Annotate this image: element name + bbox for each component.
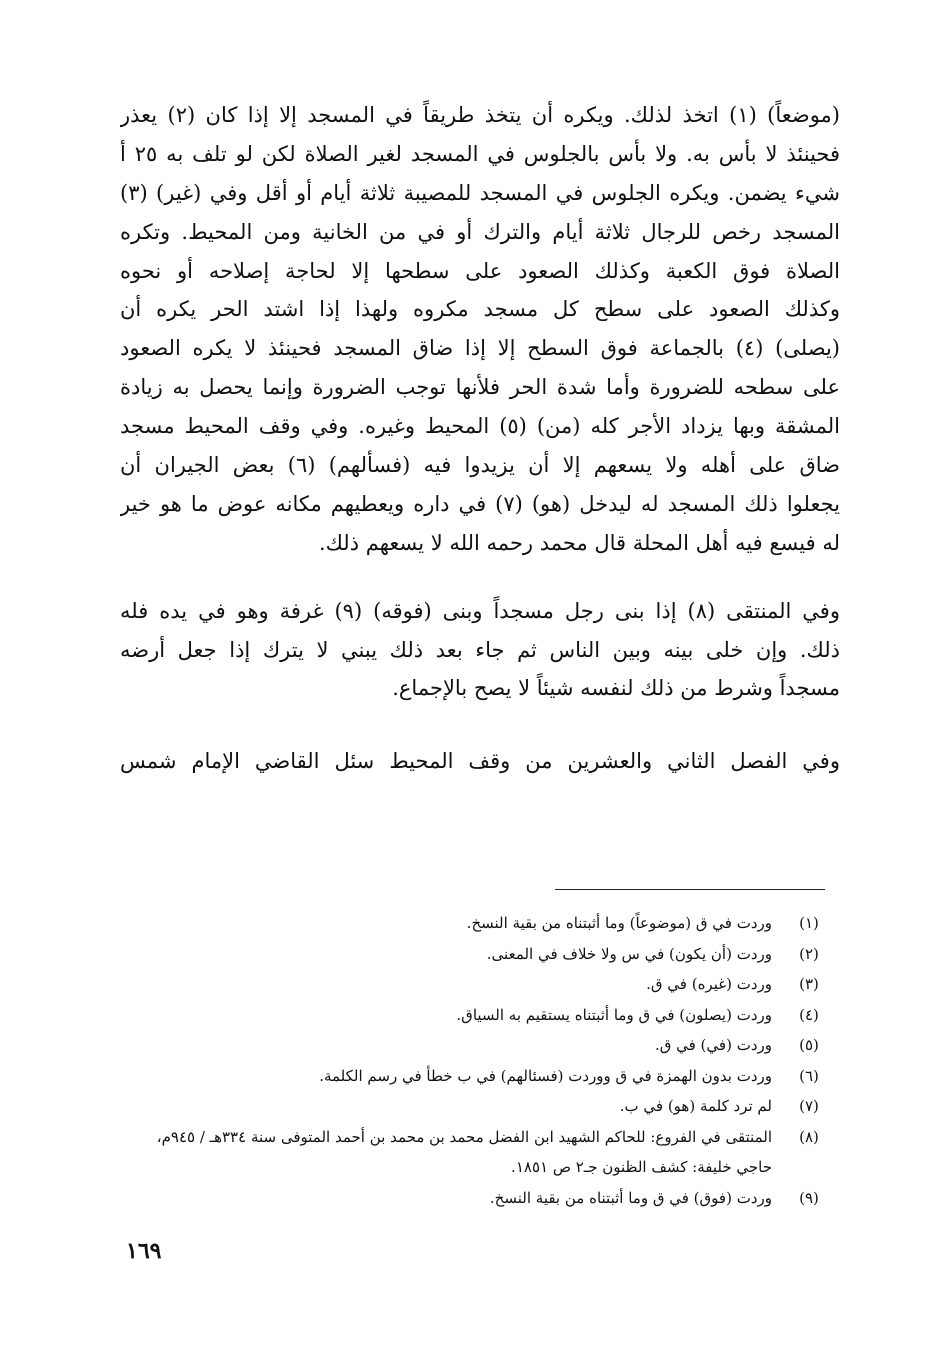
text-line: شيء يضمن. ويكره الجلوس في المسجد للمصيبة ثلاثة أيام أو أقل وفي (غير) (٣)	[120, 180, 840, 205]
paragraph-1	[120, 96, 840, 563]
footnote-number: (٤)	[799, 1005, 819, 1024]
footnote-number: (٦)	[799, 1066, 819, 1085]
footnote-6	[130, 1061, 830, 1092]
footnote-text: وردت (في) في ق.	[654, 1036, 772, 1054]
paragraph-spacer	[120, 708, 840, 742]
paragraph-2	[120, 592, 840, 709]
footnote-number: (٧)	[799, 1097, 819, 1115]
main-text-block	[120, 96, 840, 781]
footnote-text: لم ترد كلمة (هو) في ب.	[619, 1097, 772, 1115]
page-number: ١٦٩	[126, 1238, 162, 1264]
text-line: مسجداً وشرط من ذلك لنفسه شيئاً لا يصح بالإجماع.	[392, 676, 840, 701]
footnote-1	[130, 908, 830, 939]
paragraph-3	[120, 742, 840, 781]
text-line: المسجد رخص للرجال ثلاثة أيام والترك أو في من الخانية ومن المحيط. وتكره	[120, 219, 840, 244]
text-line: المشقة وبها يزداد الأجر كله (من) (٥) المحيط وغيره. وفي وقف المحيط مسجد	[120, 414, 840, 439]
text-line: له فيسع فيه أهل المحلة قال محمد رحمه الله لا يسعهم ذلك.	[318, 530, 840, 555]
footnotes-block	[130, 908, 830, 1213]
text-line: وكذلك الصعود على سطح كل مسجد مكروه ولهذا إذا اشتد الحر يكره أن	[120, 297, 840, 322]
footnote-number: (٣)	[799, 975, 819, 993]
footnote-7	[130, 1091, 830, 1122]
footnote-5	[130, 1030, 830, 1061]
text-line: فحينئذ لا بأس به. ولا بأس بالجلوس في المسجد لغير الصلاة لكن لو تلف به ٢٥ أ	[120, 141, 840, 166]
text-line: وفي المنتقى (٨) إذا بنى رجل مسجداً وبنى (فوقه) (٩) غرفة وهو في يده فله	[120, 598, 840, 623]
text-line: ذلك. وإن خلى بينه وبين الناس ثم جاء بعد ذلك يبني لا يترك إذا جعل أرضه	[120, 637, 840, 662]
text-line: ضاق على أهله ولا يسعهم إلا أن يزيدوا فيه (فسألهم) (٦) بعض الجيران أن	[120, 453, 840, 478]
footnote-text: المنتقى في الفروع: للحاكم الشهيد ابن الفضل محمد بن محمد بن أحمد المتوفى سنة ٣٣٤هـ / ٩٤٥م، حاجي خليفة: كشف الظنون جـ٢ ص ١٨٥١.	[156, 1127, 772, 1176]
footnote-text: وردت (غيره) في ق.	[646, 975, 772, 993]
text-line: (يصلى) (٤) بالجماعة فوق السطح إلا إذا ضاق المسجد فحينئذ لا يكره الصعود	[120, 336, 840, 361]
footnote-text: وردت (أن يكون) في س ولا خلاف في المعنى.	[486, 944, 772, 963]
footnote-number: (٨)	[799, 1127, 819, 1146]
text-line: على سطحه للضرورة وأما شدة الحر فلأنها توجب الضرورة وإنما يحصل به زيادة	[120, 375, 840, 400]
footnote-divider	[555, 889, 825, 890]
footnote-number: (٥)	[799, 1036, 819, 1054]
footnote-text: وردت في ق (موضوعاً) وما أثبتناه من بقية النسخ.	[466, 914, 772, 932]
footnote-number: (١)	[799, 914, 819, 932]
footnote-text: وردت (يصلون) في ق وما أثبتناه يستقيم به السياق.	[456, 1005, 772, 1024]
footnote-3	[130, 969, 830, 1000]
footnote-number: (٢)	[799, 944, 819, 963]
footnote-9	[130, 1183, 830, 1214]
text-line: وفي الفصل الثاني والعشرين من وقف المحيط سئل القاضي الإمام شمس	[120, 749, 840, 774]
footnote-2	[130, 939, 830, 970]
footnote-number: (٩)	[799, 1188, 819, 1207]
text-line: يجعلوا ذلك المسجد له ليدخل (هو) (٧) في داره ويعطيهم مكانه عوض ما هو خير	[120, 491, 840, 516]
footnote-4	[130, 1000, 830, 1031]
text-line: الصلاة فوق الكعبة وكذلك الصعود على سطحها إلا لحاجة إصلاحه أو نحوه	[120, 258, 840, 283]
footnote-8	[130, 1122, 830, 1183]
footnote-text: وردت بدون الهمزة في ق ووردت (فسئالهم) في ب خطأ في رسم الكلمة.	[319, 1066, 772, 1085]
footnote-text: وردت (فوق) في ق وما أثبتناه من بقية النسخ.	[489, 1188, 772, 1207]
paragraph-spacer	[120, 563, 840, 592]
text-line: (موضعاً) (١) اتخذ لذلك. ويكره أن يتخذ طريقاً في المسجد إلا إذا كان (٢) يعذر	[120, 103, 840, 127]
